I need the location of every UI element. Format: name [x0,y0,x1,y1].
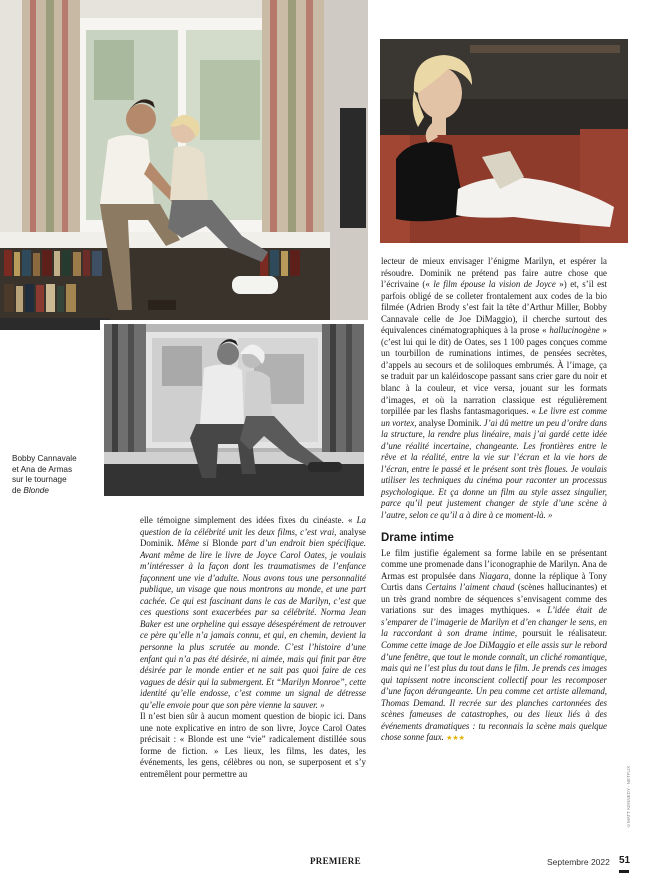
caption-line: Bobby Cannavale [12,454,77,463]
photo-caption [12,454,100,496]
paragraph [381,256,607,522]
page-number-bar [619,870,629,873]
paragraph [140,515,366,711]
italic-run: Le livre est comme un vortex, [381,406,607,428]
paragraph-text [381,548,607,743]
text-run: lecteur de mieux envisager l’énigme Marilyn, et espérer la résoudre. Dominik ne prétend pas faire autre chose que l’écrivaine (« [381,256,607,290]
caption-line: et Ana de Armas [12,464,73,474]
paragraph-final [381,548,607,745]
caption-line [12,486,100,497]
end-mark-stars: ★★★ [446,734,465,743]
italic-run: hallucinogène [549,325,600,336]
italic-run: J’ai dû mettre un peu d’ordre dans la structure, la rendre plus linéaire, mais j’ai gardé cette idée d’une réalité incertaine, changeante. Les frontières entre le rêve et la réalité, entre la vie sur l’écran et la vie hors de l’écran, entre le passé et le présent sont très floues. Je voulais utiliser les techniques du cinéma pour raconter un processus psychologique. Et ça donne un film au style assez singulier, parce qu’il peut justement changer de style d’une scène à l’autre, selon ce qu’il a à dire à ce moment-là. » [381,417,607,521]
section-subheading: Drame intime [381,531,454,544]
paragraph [140,711,366,780]
photo-bw-window-scene [100,320,368,500]
article-column-left [140,515,366,781]
italic-run: Certains l’aiment chaud [425,582,515,593]
text-run: (scènes hallucinantes) et un très grand nombre de séquences s’envisagent comme des variations sur des images mythiques. « [381,582,608,616]
text-run: elle témoigne simplement des idées fixes du cinéaste. « [140,515,357,525]
caption-prefix: de [12,485,24,495]
italic-run: Comme cette image de Joe DiMaggio et elle assis sur le rebord d’une fenêtre, que tout le monde connaît, un cliché romantique, mais qui ne l’est plus du tout dans le film. Je prends ces images qui tapissent notre inconscient collectif pour les recomposer d’une façon dérangeante. Un peu comme cet artiste allemand, Thomas Demand. Il recrée sur des planches cartonnées des scènes fameuses de catastrophes, ou des lieux liés à des événements dramatiques : tu reconnais la scène mais quelque chose sonne faux. [381,639,607,743]
caption-line: sur le tournage [12,475,67,484]
footer-issue-date: Septembre 2022 [547,857,610,867]
italic-run: part d’un endroit bien spécifique. Avant même de lire le livre de Joyce Carol Oates, je voulais m’intéresser à la façon dont les traumatismes de l’enfance façonnent une vie d’adulte. Nous avons tous une personnalité publique, un visage que nous montrons au monde, et une part cachée. Ce qui est fascinant dans le cas de Marilyn, c’est que ces questions sont exacerbées par sa célébrité. Norma Jean Baker est une orpheline qui essaye désespérément de retrouver ce père qu’elle n’a jamais connu, et qui, en chemin, devient la personne la plus scrutée au monde. C’est l’histoire d’une enfant qui n’a pas été désirée, ni aimée, mais qui finit par être désirée par le monde entier et ne sait pas quoi faire de ces vagues de désir qui la submergent. Et “Marilyn Monroe”, cette identité qu’elle endosse, c’est comme un signal de détresse qu’elle envoie pour que son père vienne la sauver. » [140,538,366,710]
photo-portrait-sofa [380,39,628,243]
footer-page-number: 51 [619,855,631,866]
text-run: analyse Dominik. [416,417,484,428]
italic-run: La question de la célébrité unit les deux films, c’est vrai, [140,515,366,537]
text-run: Blonde [212,538,238,549]
text-run: Il n’est bien sûr à aucun moment question de biopic ici. Dans une note explicative en intro de son livre, Joyce Carol Oates précisait : « Blonde est une “vie” radicalement distillée sous forme de fiction. » Les lieux, les films, les dates, les événements, les gens, célèbres ou non, se superposent et s’y entremêlent pour permettre au [140,711,366,780]
text-run: Le film justifie également sa forme labile en se présentant comme une promenade dans l’iconographie de Marilyn. Ana de Armas est propulsée dans [381,547,607,581]
photo-window-scene [0,0,368,330]
italic-run: L’idée était de s’emparer de l’imagerie de Marilyn et d’en changer le sens, en la raccordant à son drame intime, [381,605,607,639]
caption-film-title: Blonde [23,485,49,495]
italic-run: Même si [177,538,213,549]
photo-credit: ©MATT KENNEDY - NETFLIX [626,765,631,828]
text-run: ») et, s’il est parfois obligé de se colleter frontalement aux codes de la bio filmée (Adrien Brody s’est fait la tête d’Arthur Miller, Bobby Cannavale celle de Joe DiMaggio), il cherche surtout des équivalences cinématographiques à la prose « [381,279,607,336]
text-run: analyse Dominik. [140,526,366,549]
text-run: donne la réplique à Tony Curtis dans [381,570,607,593]
text-run: » (c’est lui qui le dit) de Oates, ses 1 100 pages conçues comme un tourbillon de ruminations intimes, de pensées secrètes, d’appels au secours et de soliloques embrumés. À l’image, ça se traduit par un kaléidoscope passant sans crier gare du noir et blanc à la couleur, et vice versa, jouant sur les formats d’images, et où la narration classique est régulièrement torpillée par les flashs fantasmagoriques. « [381,325,607,417]
italic-run: le film épouse la vision de Joyce [433,279,556,290]
text-run: poursuit le réalisateur. [517,628,608,639]
footer-magazine-name: PREMIERE [310,856,361,866]
article-column-right [381,256,607,745]
italic-run: Niagara, [479,570,511,581]
